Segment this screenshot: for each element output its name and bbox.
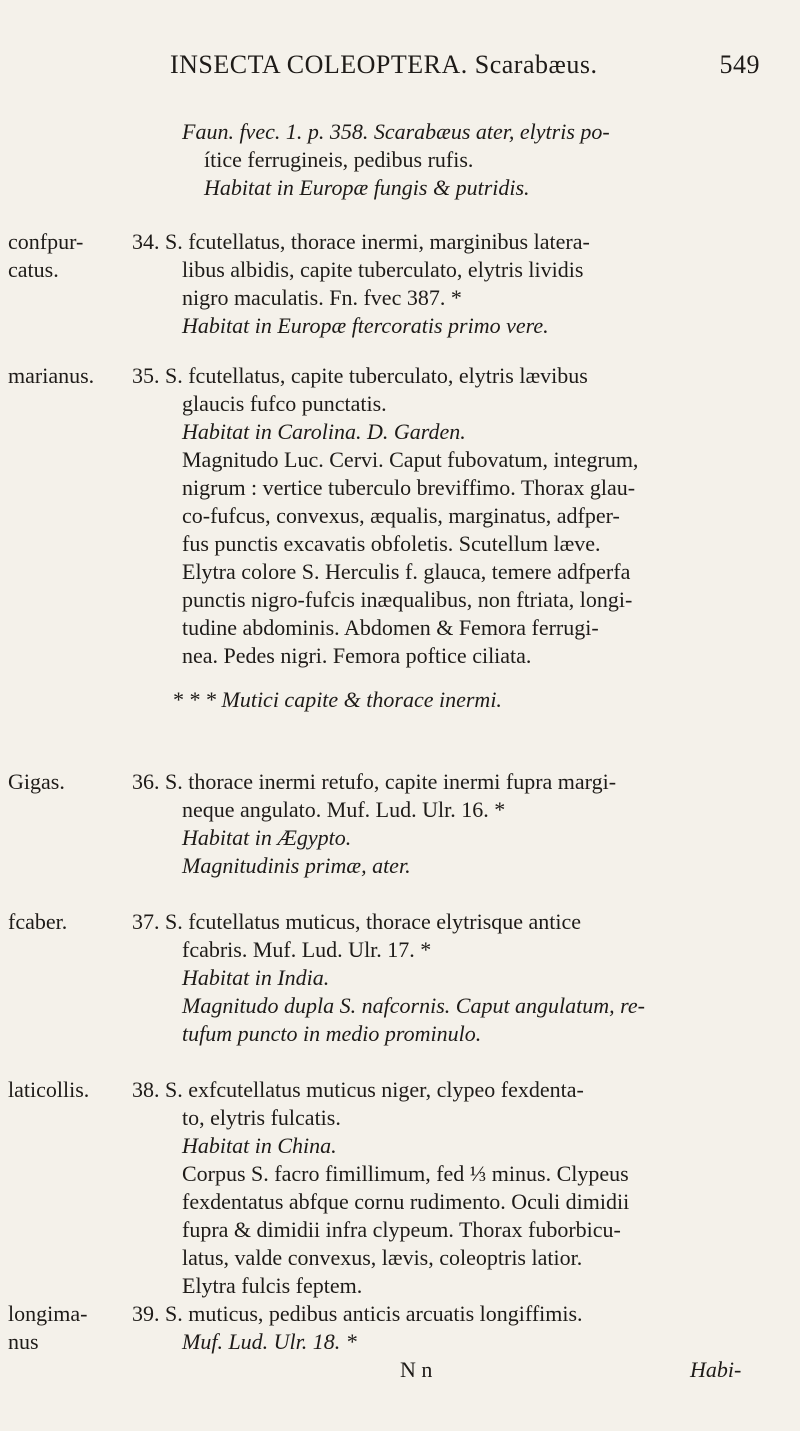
text-line: Habitat in Europæ fungis & putridis. [204,175,530,200]
section-heading: * * * Mutici capite & thorace inermi. [172,687,502,712]
text-line: Elytra colore S. Herculis f. glauca, temere adfperfa [182,559,631,584]
text-line: nea. Pedes nigri. Femora poftice ciliata. [182,643,532,668]
text-line: Elytra fulcis feptem. [182,1273,363,1298]
text-line: tufum puncto in medio prominulo. [182,1021,482,1046]
text-line: Habitat in India. [182,965,330,990]
text-line: nigro maculatis. Fn. fvec 387. * [182,285,462,310]
text-line: Faun. fvec. 1. p. 358. Scarabæus ater, elytris po- [182,119,610,144]
text-line: 34. S. fcutellatus, thorace inermi, marginibus latera- [132,229,590,254]
text-line: tudine abdominis. Abdomen & Femora ferrugi- [182,615,599,640]
margin-species-name: marianus. [8,363,95,388]
margin-species-name: confpur- catus. [8,229,84,282]
running-title: INSECTA COLEOPTERA. Scarabæus. [170,50,598,79]
margin-species-name: fcaber. [8,909,68,934]
text-line: fcabris. Muf. Lud. Ulr. 17. * [182,937,432,962]
margin-species-name: longima- nus [8,1301,88,1354]
margin-species-name: laticollis. [8,1077,90,1102]
text-line: nigrum : vertice tuberculo breviffimo. Thorax glau- [182,475,636,500]
text-line: Habitat in Ægypto. [182,825,352,850]
running-header [170,50,760,90]
text-line: Corpus S. facro fimillimum, fed ⅓ minus. Clypeus [182,1161,629,1186]
text-line: neque angulato. Muf. Lud. Ulr. 16. * [182,797,506,822]
text-line: 39. S. muticus, pedibus anticis arcuatis longiffimis. [132,1301,583,1326]
text-line: glaucis fufco punctatis. [182,391,387,416]
text-line: Habitat in China. [182,1133,337,1158]
text-line: 38. S. exfcutellatus muticus niger, clypeo fexdenta- [132,1077,584,1102]
text-line: fus punctis excavatis obfoletis. Scutellum læve. [182,531,601,556]
text-line: ítice ferrugineis, pedibus rufis. [204,147,474,172]
signature-mark: N n [400,1357,433,1382]
text-line: 35. S. fcutellatus, capite tuberculato, elytris lævibus [132,363,588,388]
text-line: Magnitudo dupla S. nafcornis. Caput angulatum, re- [182,993,646,1018]
text-line: latus, valde convexus, lævis, coleoptris latior. [182,1245,583,1270]
text-line: fupra & dimidii infra clypeum. Thorax fuborbicu- [182,1217,621,1242]
text-line: to, elytris fulcatis. [182,1105,341,1130]
text-line: 36. S. thorace inermi retufo, capite inermi fupra margi- [132,769,617,794]
text-line: libus albidis, capite tuberculato, elytris lividis [182,257,584,282]
margin-species-name: Gigas. [8,769,65,794]
text-line: co-fufcus, convexus, æqualis, marginatus, adfper- [182,503,620,528]
catchword: Habi- [690,1357,742,1382]
page-number: 549 [719,50,760,79]
text-line: Habitat in Europæ ftercoratis primo vere. [182,313,549,338]
text-line: Muf. Lud. Ulr. 18. * [182,1329,357,1354]
page-footer [0,1356,800,1384]
text-line: 37. S. fcutellatus muticus, thorace elytrisque antice [132,909,582,934]
text-line: fexdentatus abfque cornu rudimento. Oculi dimidii [182,1189,630,1214]
text-line: Habitat in Carolina. D. Garden. [182,419,466,444]
text-line: punctis nigro-fufcis inæqualibus, non ftriata, longi- [182,587,633,612]
text-line: Magnitudinis primæ, ater. [182,853,411,878]
text-line: Magnitudo Luc. Cervi. Caput fubovatum, integrum, [182,447,639,472]
